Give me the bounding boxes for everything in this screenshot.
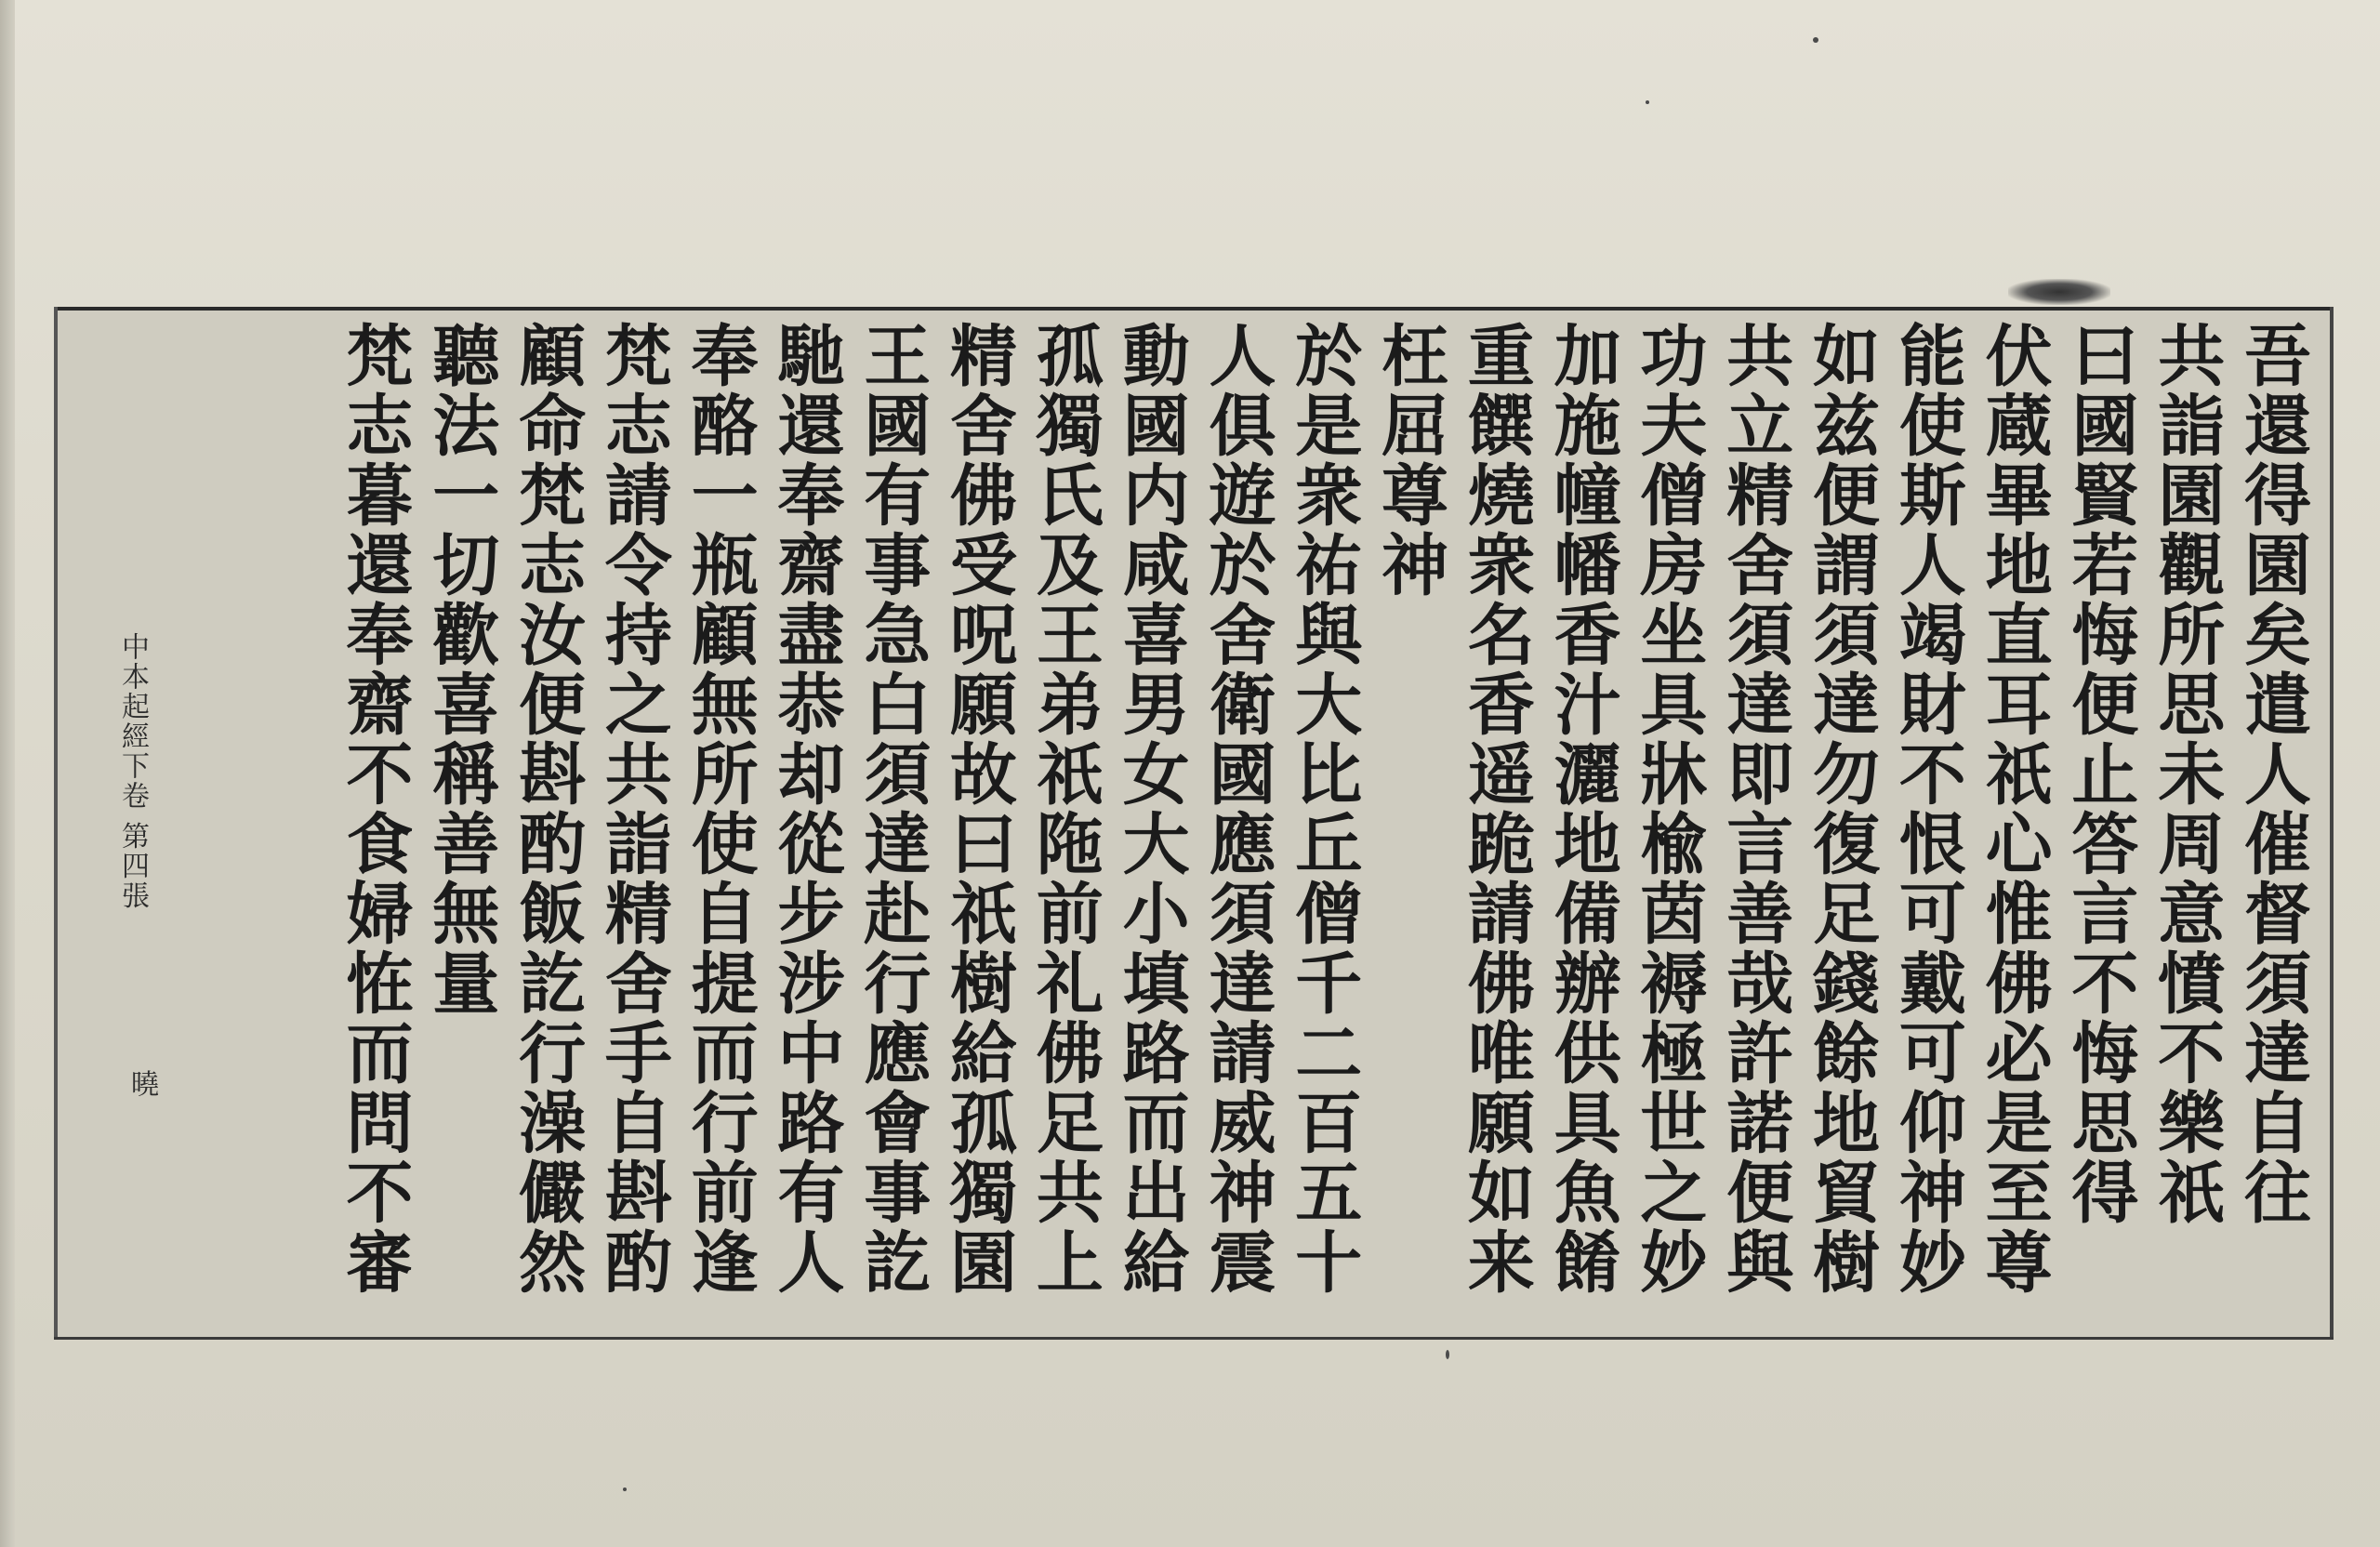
text-column: 馳還奉齋盡恭却從步涉中路有人 xyxy=(766,321,846,1297)
ink-blot xyxy=(2008,279,2110,305)
text-column: 曰國賢若悔便止答言不悔思得 xyxy=(2060,321,2140,1227)
text-column: 吾還得園矣遣人催督須達自往 xyxy=(2233,321,2312,1227)
text-column: 共詣園觀所思未周意憤不樂祇 xyxy=(2147,321,2227,1227)
text-column: 伏蔵畢地直耳祇心惟佛必是至尊 xyxy=(1974,321,2054,1297)
paper-speck xyxy=(623,1488,627,1491)
text-column: 加施幢幡香汁灑地備辦供具魚餚 xyxy=(1542,321,1622,1297)
paper-edge xyxy=(0,0,15,1547)
text-column: 王國有事急白須達赴行應會事訖 xyxy=(853,321,932,1297)
block-margin-note: 中本起經下卷 第四張 xyxy=(116,632,149,911)
block-border-left xyxy=(54,307,58,1337)
text-column: 共立精舍須達即言善哉許諾便與 xyxy=(1715,321,1795,1297)
block-border-right xyxy=(2330,307,2334,1337)
text-column: 於是衆祐與大比丘僧千二百五十 xyxy=(1284,321,1364,1297)
text-column: 梵志暮還奉齋不食婦恠而問不審 xyxy=(335,321,415,1297)
vertical-text-area xyxy=(158,321,2315,1325)
text-column: 精舍佛受呪願故曰祇樹給孤獨園 xyxy=(939,321,1019,1297)
carver-mark: 曉 xyxy=(126,1069,158,1097)
paper-speck xyxy=(1446,1350,1449,1359)
text-column: 枉屈尊神 xyxy=(1370,321,1450,600)
paper-speck xyxy=(1813,37,1818,43)
text-column: 重饌燒衆名香遥跪請佛唯願如来 xyxy=(1456,321,1536,1297)
text-column: 能使斯人竭財不恨可戴可仰神妙 xyxy=(1887,321,1967,1297)
text-column: 孤獨氏及王弟祇陁前礼佛足共上 xyxy=(1025,321,1104,1297)
text-column: 聽法一切歡喜稱善無量 xyxy=(421,321,501,1018)
text-column: 奉酪一瓶顧無所使自提而行前逢 xyxy=(680,321,760,1297)
text-column: 如兹便謂須達勿復足錢餘地貿樹 xyxy=(1802,321,1882,1297)
text-column: 動國内咸喜男女大小填路而出給 xyxy=(1111,321,1191,1297)
paper-speck xyxy=(1646,100,1649,104)
text-column: 功夫僧房坐具牀楡茵褥極世之妙 xyxy=(1629,321,1709,1297)
text-column: 人俱遊於舍衛國應須達請威神震 xyxy=(1197,321,1277,1297)
text-column: 梵志請令持之共詣精舍手自斟酌 xyxy=(593,321,673,1297)
text-column: 顧命梵志汝便斟酌飯訖行澡儼然 xyxy=(508,321,588,1297)
